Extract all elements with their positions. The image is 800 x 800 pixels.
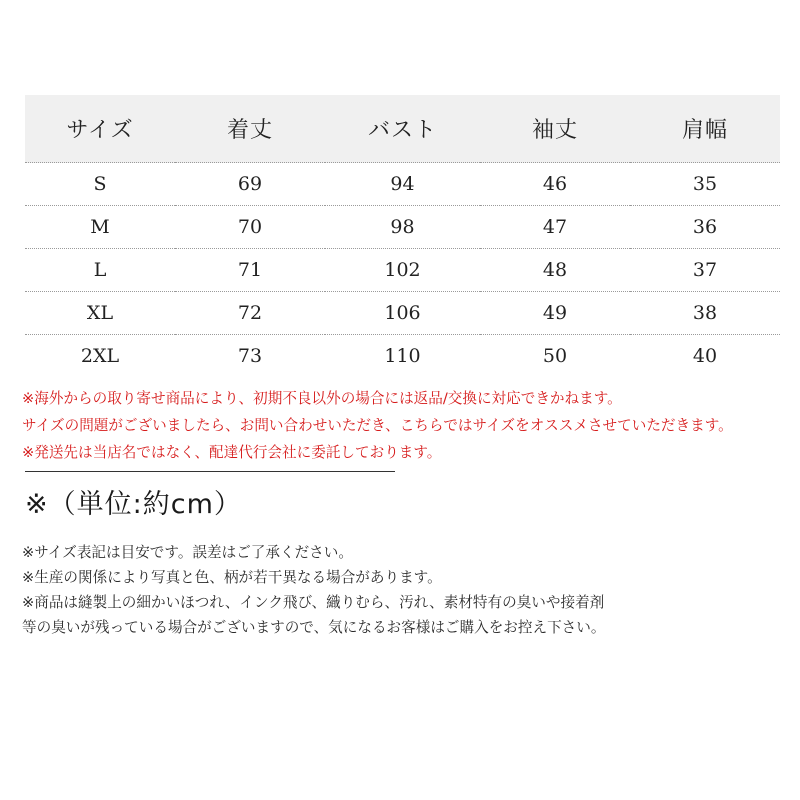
cell-shoulder-width: 36 [630, 206, 780, 249]
header-length: 着丈 [175, 95, 325, 163]
cell-bust: 110 [384, 345, 421, 367]
cell-sleeve-length: 46 [480, 163, 630, 206]
cell-sleeve-length: 47 [480, 206, 630, 249]
cell-size: M [25, 206, 175, 249]
table-row [25, 163, 780, 206]
cell-length: 70 [175, 206, 325, 249]
table-row [25, 335, 780, 378]
cell-length: 73 [237, 345, 263, 367]
disclaimer-line: ※サイズ表記は目安です。誤差はご了承ください。 [22, 544, 353, 561]
cell-size: 2XL [80, 345, 120, 367]
table-row [25, 206, 780, 249]
notice-returns: ※海外からの取り寄せ商品により、初期不良以外の場合には返品/交換に対応できかねます。 [22, 390, 622, 407]
cell-sleeve-length: 50 [542, 345, 568, 367]
cell-bust: 106 [325, 292, 480, 335]
cell-bust: 98 [325, 206, 480, 249]
cell-sleeve-length: 48 [480, 249, 630, 292]
cell-shoulder-width: 38 [630, 292, 780, 335]
cell-sleeve-length: 49 [480, 292, 630, 335]
disclaimer-block [22, 540, 792, 640]
disclaimer-line: 等の臭いが残っている場合がございますので、気になるお客様はご購入をお控え下さい。 [22, 619, 606, 636]
cell-size: L [25, 249, 175, 292]
notice-block [22, 385, 792, 466]
cell-shoulder-width: 35 [630, 163, 780, 206]
divider [25, 471, 395, 472]
cell-bust: 94 [325, 163, 480, 206]
cell-size: XL [25, 292, 175, 335]
header-shoulder-width: 肩幅 [630, 95, 780, 163]
header-bust: バスト [325, 95, 480, 163]
cell-shoulder-width: 37 [630, 249, 780, 292]
cell-length: 69 [175, 163, 325, 206]
table-row [25, 292, 780, 335]
cell-size: S [25, 163, 175, 206]
cell-length: 72 [175, 292, 325, 335]
header-size: サイズ [25, 95, 175, 163]
cell-bust: 102 [325, 249, 480, 292]
table-row [25, 249, 780, 292]
cell-length: 71 [175, 249, 325, 292]
cell-shoulder-width: 40 [692, 345, 718, 367]
unit-note: ※（単位:約cm） [25, 489, 242, 520]
size-table [25, 95, 780, 377]
size-table-header-row [25, 95, 780, 163]
disclaimer-line: ※生産の関係により写真と色、柄が若干異なる場合があります。 [22, 569, 442, 586]
header-sleeve-length: 袖丈 [480, 95, 630, 163]
notice-shipping: ※発送先は当店名ではなく、配達代行会社に委託しております。 [22, 444, 442, 461]
disclaimer-line: ※商品は縫製上の細かいほつれ、インク飛び、織りむら、汚れ、素材特有の臭いや接着剤 [22, 594, 605, 611]
notice-size-inquiry: サイズの問題がございましたら、お問い合わせいただき、こちらではサイズをオススメさせていただきます。 [22, 417, 733, 434]
